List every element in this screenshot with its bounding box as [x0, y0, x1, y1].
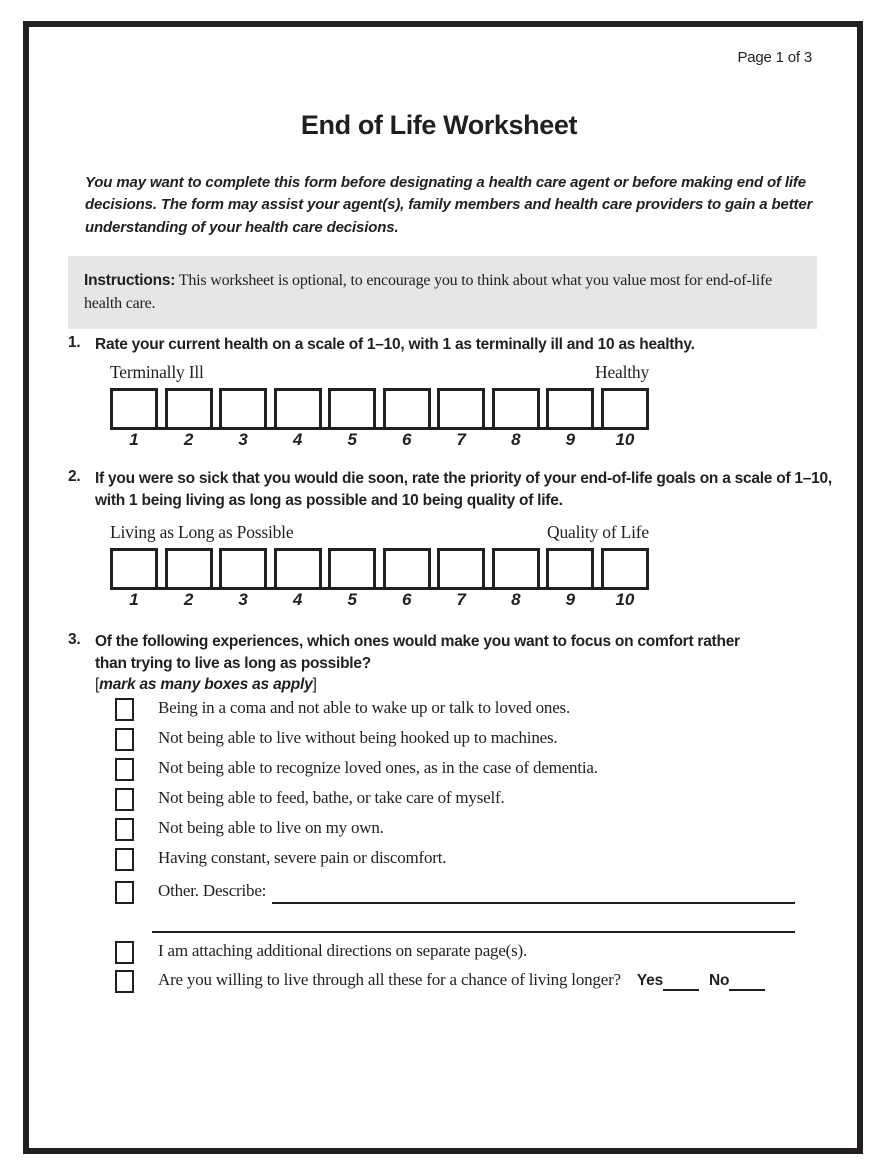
q3-checklist — [115, 698, 795, 878]
checkbox[interactable] — [115, 728, 134, 751]
q1-scale-ticks — [110, 430, 649, 450]
q2-tick-label: 9 — [565, 590, 576, 609]
checkbox-label: Not being able to live without being hooked up to machines. — [158, 728, 558, 747]
yes-no-group — [637, 970, 765, 991]
note-bracket-close: ] — [312, 676, 317, 693]
q2-right-label: Quality of Life — [547, 522, 649, 542]
checkbox[interactable] — [115, 970, 134, 993]
q2-rating-scale — [110, 548, 649, 590]
q1-scale-box[interactable] — [165, 388, 213, 427]
q1-scale-box[interactable] — [219, 388, 267, 427]
instructions-label: Instructions: — [84, 272, 176, 289]
q2-scale-box[interactable] — [601, 548, 649, 587]
q2-tick-label: 1 — [129, 590, 139, 609]
question-2 — [68, 468, 843, 512]
checkbox-label: Not being able to feed, bathe, or take care of myself. — [158, 788, 505, 807]
q2-scale-box[interactable] — [274, 548, 322, 587]
question-3-note — [95, 676, 760, 694]
q2-scale-box[interactable] — [328, 548, 376, 587]
checklist-row — [115, 788, 795, 811]
question-2-text: If you were so sick that you would die soon, rate the priority of your end-of-life goals on a scale of 1–10, with 1 being living as long as possible and 10 being quality of life. — [95, 470, 832, 509]
attach-label: I am attaching additional directions on separate page(s). — [158, 941, 528, 960]
checkbox[interactable] — [115, 848, 134, 871]
question-1-text: Rate your current health on a scale of 1–10, with 1 as terminally ill and 10 as healthy. — [95, 336, 695, 353]
q1-scale-box[interactable] — [437, 388, 485, 427]
no-blank[interactable] — [729, 972, 765, 991]
page-title: End of Life Worksheet — [300, 110, 578, 140]
checkbox[interactable] — [115, 881, 134, 904]
q1-scale-labels — [110, 362, 649, 383]
describe-continuation-blank[interactable] — [152, 916, 795, 933]
q2-left-label: Living as Long as Possible — [110, 522, 294, 542]
intro-paragraph: You may want to complete this form before designating a health care agent or before making end of life decisions. The form may assist your agent(s), family members and health care providers to gain a better understanding of your health care decisions. — [85, 174, 813, 236]
checkbox-label: Not being able to live on my own. — [158, 818, 384, 837]
q1-scale-box[interactable] — [274, 388, 322, 427]
q2-tick-label: 4 — [292, 590, 303, 609]
checkbox[interactable] — [115, 941, 134, 964]
q1-scale-box[interactable] — [546, 388, 594, 427]
checklist-row-willing — [115, 970, 835, 993]
checkbox-label: Being in a coma and not able to wake up or talk to loved ones. — [158, 698, 571, 717]
q2-scale-box[interactable] — [492, 548, 540, 587]
instructions-box — [68, 256, 817, 329]
q1-tick-label: 5 — [347, 430, 357, 449]
checkbox[interactable] — [115, 788, 134, 811]
checkbox[interactable] — [115, 818, 134, 841]
q2-scale-box[interactable] — [110, 548, 158, 587]
question-1 — [68, 334, 848, 356]
question-1-number: 1. — [68, 334, 81, 351]
q1-rating-scale — [110, 388, 649, 430]
q2-scale-box[interactable] — [383, 548, 431, 587]
q1-left-label: Terminally Ill — [110, 362, 204, 382]
question-3 — [68, 631, 768, 694]
q1-scale-box[interactable] — [328, 388, 376, 427]
describe-blank[interactable] — [272, 884, 795, 904]
question-3-number: 3. — [68, 631, 81, 648]
checklist-row-attach — [115, 941, 805, 964]
question-3-text: Of the following experiences, which ones would make you want to focus on comfort rather than trying to live as long as possible? — [95, 633, 740, 672]
q2-tick-label: 8 — [511, 590, 521, 609]
q2-scale-labels — [110, 522, 649, 543]
q2-scale-box[interactable] — [219, 548, 267, 587]
instructions-text: This worksheet is optional, to encourage you to think about what you value most for end-of-life health care. — [84, 272, 773, 312]
q1-scale-box[interactable] — [601, 388, 649, 427]
checkbox-label: Having constant, severe pain or discomfort. — [158, 848, 447, 867]
q1-right-label: Healthy — [595, 362, 649, 382]
yes-blank[interactable] — [663, 972, 699, 991]
yes-label: Yes — [636, 972, 664, 989]
q2-tick-label: 5 — [347, 590, 357, 609]
checklist-row — [115, 818, 795, 841]
q2-tick-label: 6 — [402, 590, 412, 609]
q1-tick-label: 2 — [183, 430, 194, 449]
checklist-row — [115, 728, 795, 751]
checkbox[interactable] — [115, 758, 134, 781]
q1-tick-label: 4 — [292, 430, 303, 449]
q2-tick-label: 3 — [238, 590, 248, 609]
q2-scale-box[interactable] — [546, 548, 594, 587]
q1-scale-box[interactable] — [383, 388, 431, 427]
q2-tick-label: 10 — [615, 590, 635, 609]
q1-tick-label: 3 — [238, 430, 248, 449]
question-2-number: 2. — [68, 468, 81, 485]
q1-tick-label: 10 — [615, 430, 635, 449]
page-indicator: Page 1 of 3 — [737, 49, 812, 66]
no-label: No — [709, 972, 730, 989]
checkbox-label: Not being able to recognize loved ones, as in the case of dementia. — [158, 758, 598, 777]
note-bracket-open: [ — [95, 676, 100, 693]
q2-scale-box[interactable] — [165, 548, 213, 587]
checklist-row — [115, 848, 795, 871]
q1-tick-label: 9 — [565, 430, 576, 449]
q1-tick-label: 8 — [511, 430, 521, 449]
checklist-row-other — [115, 881, 795, 904]
q1-tick-label: 7 — [456, 430, 467, 449]
checklist-row — [115, 698, 795, 721]
checkbox[interactable] — [115, 698, 134, 721]
q2-tick-label: 7 — [456, 590, 467, 609]
q2-scale-ticks — [110, 590, 649, 610]
q1-tick-label: 6 — [402, 430, 412, 449]
q2-tick-label: 2 — [183, 590, 194, 609]
checklist-row — [115, 758, 795, 781]
q1-scale-box[interactable] — [110, 388, 158, 427]
willing-label: Are you willing to live through all these for a chance of living longer? — [158, 970, 621, 989]
other-label: Other. Describe: — [158, 881, 267, 900]
q2-scale-box[interactable] — [437, 548, 485, 587]
q1-scale-box[interactable] — [492, 388, 540, 427]
note-text: mark as many boxes as apply — [99, 676, 313, 693]
q1-tick-label: 1 — [129, 430, 139, 449]
